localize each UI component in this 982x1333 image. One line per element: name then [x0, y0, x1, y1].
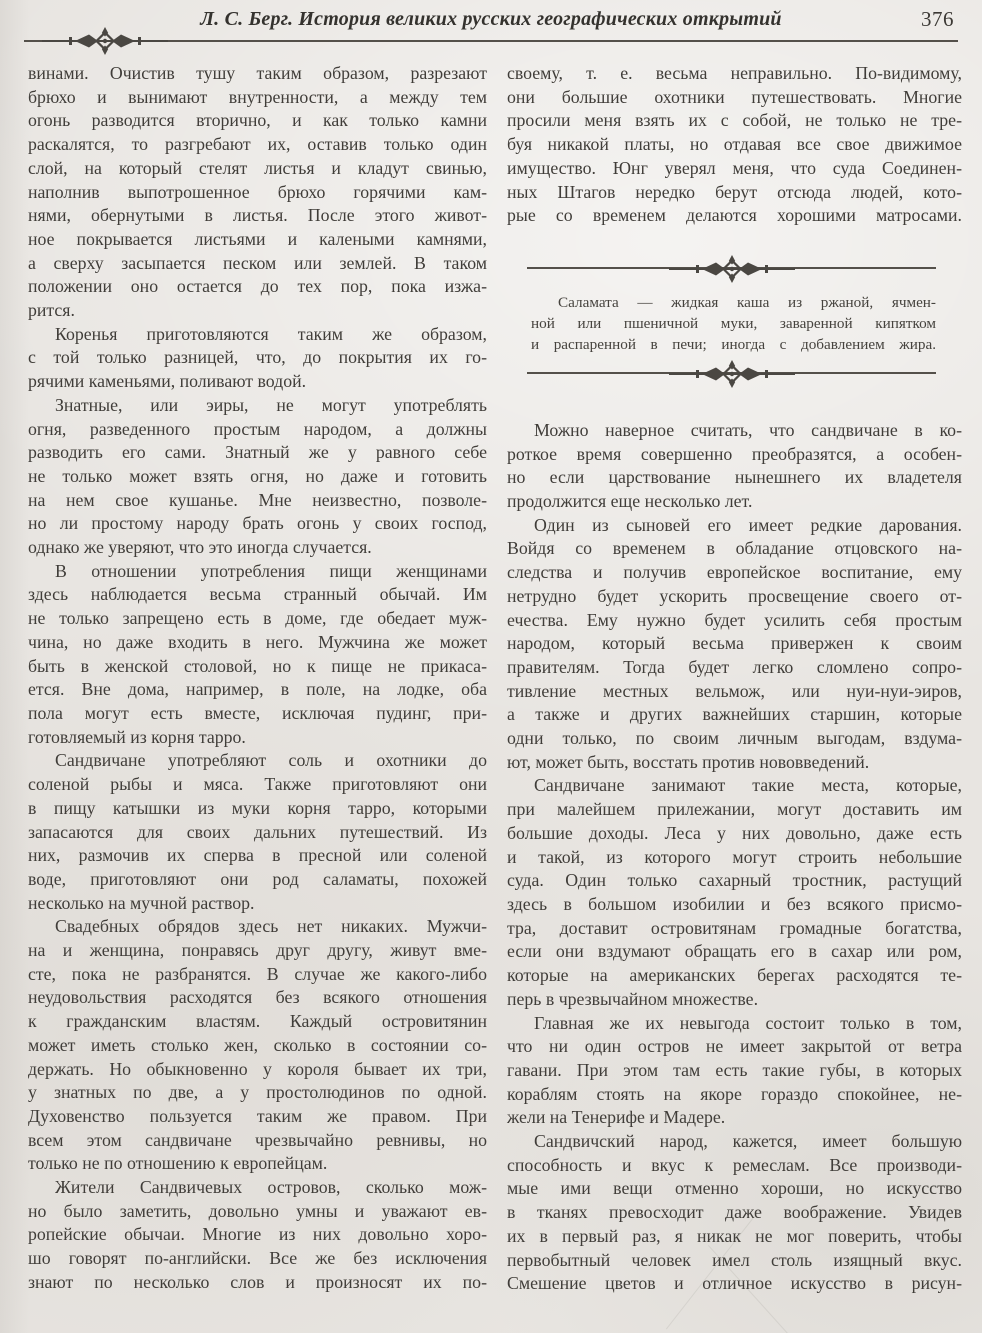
text-line: при малейшем прилежании, могут доставить им — [507, 799, 962, 820]
footnote-block — [531, 292, 936, 355]
text-line: соленой рыбы и мяса. Также приготовляют они — [28, 774, 487, 795]
text-line: может иметь столько жен, сколько в состоянии со- — [28, 1034, 487, 1055]
text-line: нетрудно будет ускорить просвещение своего от- — [507, 585, 962, 606]
text-line: но если царствование нынешнего их владетеля — [507, 467, 962, 488]
text-line: всем этом сандвичане чрезвычайно ревнивы, но — [28, 1129, 487, 1150]
paragraph — [507, 419, 962, 514]
text-line: у знатных по две, а у простолюдинов по одной. — [28, 1082, 487, 1103]
text-line: и такой, из которого могут строить небольшие — [507, 846, 962, 867]
text-line: а сверху засыпается песком или землей. В таком — [28, 252, 487, 273]
paragraph — [28, 749, 487, 915]
text-line: огня, разведенного простым народом, а должны — [28, 418, 487, 439]
text-line: слой, на который стелят листья и кладут свинью, — [28, 157, 487, 178]
text-line: рые со временем делаются хорошими матросами. — [507, 205, 962, 226]
section-divider — [527, 365, 936, 381]
fleuron-icon — [669, 254, 795, 284]
paragraph — [507, 1012, 962, 1131]
text-column-left — [28, 62, 487, 1295]
text-line: ется. Вне дома, например, в поле, на лодке, оба — [28, 679, 487, 700]
text-line: способность и вкус к ремеслам. Все производи- — [507, 1154, 962, 1175]
paragraph — [28, 62, 487, 323]
text-line: в тканях превосходит даже воображение. Увидев — [507, 1202, 962, 1223]
text-line: жели на Тенерифе и Мадере. — [507, 1107, 726, 1128]
paragraph — [28, 915, 487, 1176]
text-line: ных Штагов нередко берут отсюда людей, кото- — [507, 181, 962, 202]
text-line: их в первый раз, я никак не мог поверить, чтобы — [507, 1225, 962, 1246]
text-line: В отношении употребления пищи женщинами — [55, 560, 487, 581]
text-line: быть в женской столовой, но к пище не прикаса- — [28, 655, 487, 676]
text-line: наполнив выпотрошенное брюхо горячими кам- — [28, 181, 487, 202]
paragraph — [28, 560, 487, 750]
text-line: неудовольствия расходятся без всякого отношения — [28, 987, 487, 1008]
text-line: Сандвичане занимают такие места, которые, — [534, 775, 962, 796]
text-line: Жители Сандвичевых островов, сколько мож- — [55, 1177, 487, 1198]
text-line: Один из сыновей его имеет редкие дарования. — [534, 514, 962, 535]
paragraph — [28, 1176, 487, 1295]
text-line: нями, обернутыми в листья. После этого живот- — [28, 205, 487, 226]
text-line: которые на американских берегах расходятся те- — [507, 965, 962, 986]
text-line: тра, доставит островитянам громадные богатства, — [507, 917, 962, 938]
text-line: на и женщина, понравясь друг другу, живут вме- — [28, 940, 487, 961]
text-line: тивление местных вельмож, или нуи-нуи-эиров, — [507, 680, 962, 701]
text-line: чина, но даже входить в него. Мужчина же может — [28, 631, 487, 652]
text-line: буя никакой платы, но отдавая все свое движимое — [507, 134, 962, 155]
text-line: только не по отношению к европейцам. — [28, 1153, 328, 1174]
text-line: сте, пока не разбранятся. В случае же какого-либо — [28, 963, 487, 984]
text-line: они большие охотники путешествовать. Многие — [507, 86, 962, 107]
paragraph — [28, 323, 487, 394]
text-line: Главная же их невыгода состоит только в том, — [534, 1012, 962, 1033]
running-title: Л. С. Берг. История великих русских географических открытий — [200, 8, 782, 30]
text-line: пола могут есть вместе, исключая пудинг, при- — [28, 702, 487, 723]
text-line: несколько на мучной раствор. — [28, 892, 255, 913]
text-line: с той только разницей, что, до покрытия их го- — [28, 347, 487, 368]
section-divider — [527, 260, 936, 276]
text-column-right — [507, 62, 962, 1296]
text-line: не только запрещено есть в доме, где обедает муж- — [28, 608, 487, 629]
text-line: винами. Очистив тушу таким образом, разрезают — [28, 63, 487, 83]
text-line: на нем свое кушанье. Мне неизвестно, позволе- — [28, 489, 487, 510]
text-line: первобытный человек имел столь изящный вкус. — [507, 1249, 962, 1270]
text-line: мые ими вещи отменно хороши, но искусство — [507, 1178, 962, 1199]
text-line: правителям. Тогда будет легко сломлено сопро- — [507, 656, 962, 677]
text-line: ечества. Ему нужно будет усилить себя простым — [507, 609, 962, 630]
text-line: Коренья приготовляются таким же образом, — [55, 323, 487, 344]
text-line: а также и других важнейших старшин, которые — [507, 704, 962, 725]
text-line: раскалятся, то разгребают их, оставив только один — [28, 134, 487, 155]
header-fleuron-slot — [42, 26, 168, 61]
text-line: огонь разводится вторично, и как только камни — [28, 110, 487, 131]
text-line: одни только, по своим личным выгодам, вздума- — [507, 728, 962, 749]
text-line: продолжится еще несколько лет. — [507, 491, 753, 512]
text-line: следства и получив европейское воспитание, ему — [507, 562, 962, 583]
text-line: суда. Один только сахарный тростник, растущий — [507, 870, 962, 891]
text-line: Сандвичский народ, кажется, имеет большую — [534, 1131, 962, 1152]
text-line: готовляемый из корня тарро. — [28, 726, 246, 747]
text-line: роткое время совершенно преобразятся, а особен- — [507, 443, 962, 464]
text-line: знают по несколько слов и произносят их по- — [28, 1271, 487, 1292]
text-line: рячими каменьями, поливают водой. — [28, 371, 307, 392]
text-line: но было заметить, довольно умны и уважают ев- — [28, 1200, 487, 1221]
text-line: здесь в большом изобилии и без всякого присмо- — [507, 893, 962, 914]
text-line: имущество. Юнг уверял меня, что суда Соединен- — [507, 157, 962, 178]
text-line: большие доходы. Леса у них довольно, даже есть — [507, 822, 962, 843]
text-line: не только может взять огня, но даже и готовить — [28, 465, 487, 486]
fleuron-icon — [42, 26, 168, 56]
text-line: положении оно остается до тех пор, пока изжа- — [28, 276, 487, 297]
text-line: Можно наверное считать, что сандвичане в ко- — [534, 419, 962, 440]
text-line: брюхо и вынимают внутренности, а между тем — [28, 86, 487, 107]
text-line: разводить его сами. Знатный же у равного себе — [28, 442, 487, 463]
footnote-line: ной или пшеничной муки, заваренной кипятком — [531, 314, 936, 332]
text-line: шо говорят по-английски. Все же без исключения — [28, 1248, 487, 1269]
text-line: просили меня взять их с собой, не только не тре- — [507, 110, 962, 131]
text-line: к гражданским властям. Каждый островитянин — [28, 1011, 487, 1032]
text-line: ют, может быть, восстать против нововведений. — [507, 751, 870, 772]
text-line: Знатные, или эиры, не могут употреблять — [55, 394, 487, 415]
text-line: ропейские обычаи. Многие из них довольно хоро- — [28, 1224, 487, 1245]
text-line: Смешение цветов и отличное искусство в рисун- — [507, 1273, 962, 1294]
page-header — [0, 0, 982, 46]
page-number: 376 — [921, 7, 954, 31]
text-line: Свадебных обрядов здесь нет никаких. Мужчи- — [55, 916, 487, 937]
text-line: Духовенство пользуется таким же правом. При — [28, 1105, 487, 1126]
text-line: воде, приготовляют они род саламаты, похожей — [28, 868, 487, 889]
paragraph — [28, 394, 487, 560]
text-line: если они вздумают обращать его в сахар или ром, — [507, 941, 962, 962]
text-line: гавани. При этом там есть такие губы, в которых — [507, 1059, 962, 1080]
text-line: ное покрывается листьями и калеными камнями, — [28, 228, 487, 249]
text-line: запасаются для своих дальних путешествий. Из — [28, 821, 487, 842]
footnote-line: и распаренной в печи; иногда с добавлением жира. — [531, 335, 936, 353]
text-line: своему, т. е. весьма неправильно. По-видимому, — [507, 63, 962, 83]
text-line: здесь наблюдается весьма странный обычай. Им — [28, 584, 487, 605]
paragraph — [507, 62, 962, 228]
text-line: них, размочив их сперва в пресной или соленой — [28, 845, 487, 866]
text-line: перь в чрезвычайном множестве. — [507, 988, 759, 1009]
text-line: Войдя со временем в обладание отцовского на- — [507, 538, 962, 559]
paragraph — [507, 1130, 962, 1296]
text-line: Сандвичане употребляют соль и охотники до — [55, 750, 487, 771]
text-line: в пищу катышки из муки корня тарро, которыми — [28, 797, 487, 818]
text-line: однако же уверяют, что это иногда случается. — [28, 537, 372, 558]
paragraph — [507, 774, 962, 1011]
text-line: кораблям стоять на якоре гораздо спокойнее, не- — [507, 1083, 962, 1104]
text-line: что ни один остров не имеет закрытой от ветра — [507, 1036, 962, 1057]
text-line: народом, который весьма привержен к своим — [507, 633, 962, 654]
text-line: держать. Но обыкновенно у короля бывает их три, — [28, 1058, 487, 1079]
paragraph — [507, 514, 962, 775]
footnote-line: Саламата — жидкая каша из ржаной, ячмен- — [558, 293, 936, 311]
text-line: но ли простому народу брать огонь у своих господ, — [28, 513, 487, 534]
fleuron-icon — [669, 359, 795, 389]
text-line: рится. — [28, 300, 75, 321]
